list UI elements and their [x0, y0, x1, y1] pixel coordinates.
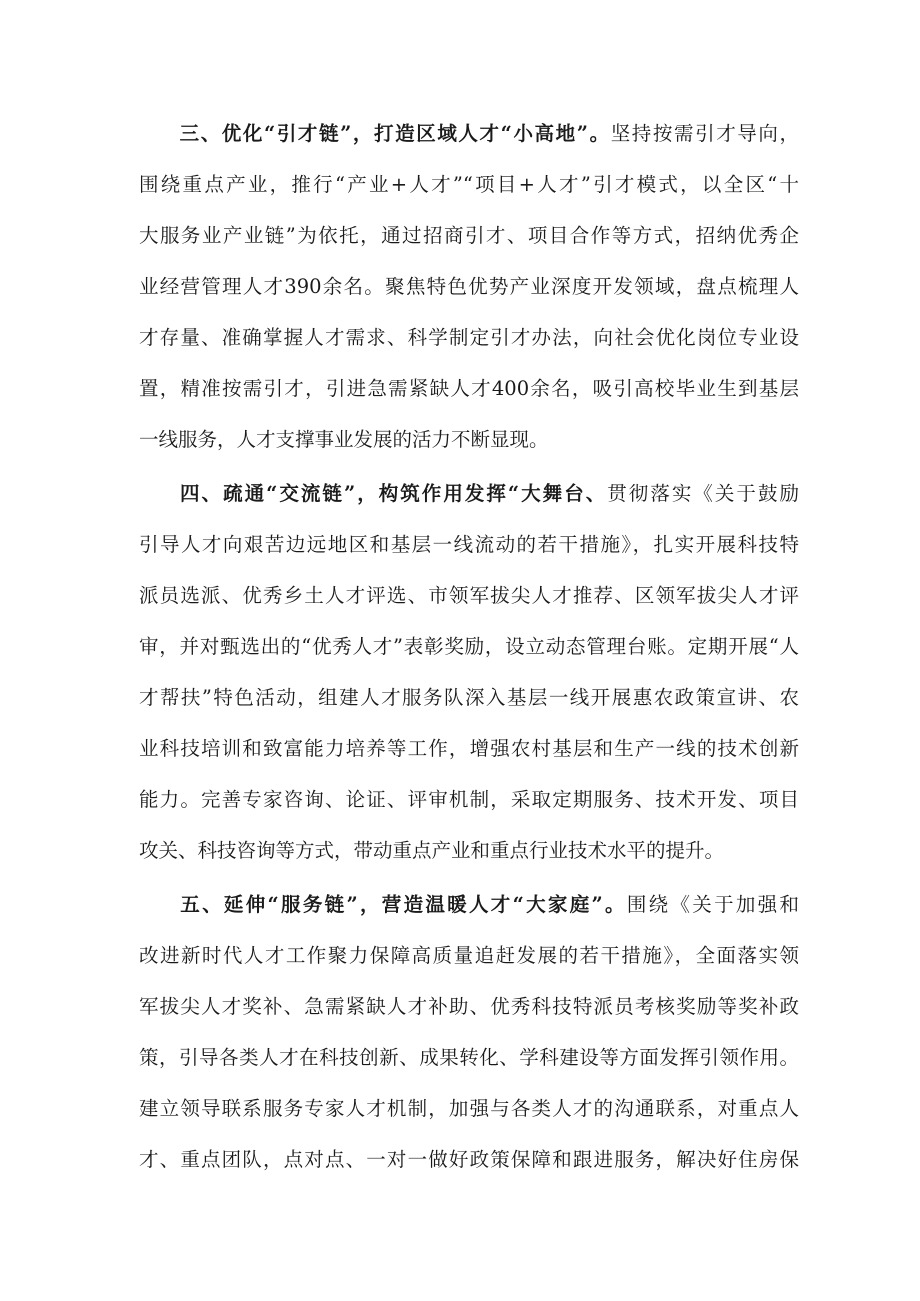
text-line: 业经营管理人才390余名。聚焦特色优势产业深度开发领域，盘点梳理人	[139, 275, 799, 298]
text-line: 建立领导联系服务专家人才机制，加强与各类人才的沟通联系，对重点人	[139, 1097, 799, 1120]
text-line: 派员选派、优秀乡土人才评选、市领军拔尖人才推荐、区领军拔尖人才评	[139, 584, 799, 607]
text-line: 军拔尖人才奖补、急需紧缺人才补助、优秀科技特派员考核奖励等奖补政	[139, 995, 799, 1018]
text-line: 贯彻落实《关于鼓励	[607, 482, 799, 505]
text-line: 策，引导各类人才在科技创新、成果转化、学科建设等方面发挥引领作用。	[139, 1046, 799, 1069]
paragraph-talent-exchange	[139, 468, 799, 876]
text-line: 才存量、准确掌握人才需求、科学制定引才办法，向社会优化岗位专业设	[139, 326, 799, 349]
paragraph-talent-service	[139, 879, 799, 1185]
text-line: 才帮扶”特色活动，组建人才服务队深入基层一线开展惠农政策宣讲、农	[139, 686, 799, 709]
text-line: 能力。完善专家咨询、论证、评审机制，采取定期服务、技术开发、项目	[139, 788, 799, 811]
paragraph-first-line	[139, 468, 799, 519]
text-line: 置，精准按需引才，引进急需紧缺人才400余名，吸引高校毕业生到基层	[139, 377, 799, 400]
text-line: 才、重点团队，点对点、一对一做好政策保障和跟进服务，解决好住房保	[139, 1148, 799, 1171]
section-heading: 四、疏通“交流链”，构筑作用发挥“大舞台、	[178, 482, 608, 505]
text-line: 改进新时代人才工作聚力保障高质量追赶发展的若干措施》，全面落实领	[139, 944, 799, 967]
text-line: 围绕重点产业，推行“产业+人才”“项目+人才”引才模式，以全区“十	[139, 173, 799, 196]
text-line: 坚持按需引才导向，	[610, 122, 799, 145]
text-line: 业科技培训和致富能力培养等工作，增强农村基层和生产一线的技术创新	[139, 737, 799, 760]
text-line: 一线服务，人才支撑事业发展的活力不断显现。	[139, 428, 549, 451]
paragraph-first-line	[139, 108, 799, 159]
text-line: 大服务业产业链”为依托，通过招商引才、项目合作等方式，招纳优秀企	[139, 224, 799, 247]
text-line: 引导人才向艰苦边远地区和基层一线流动的若干措施》，扎实开展科技特	[139, 533, 799, 556]
paragraph-first-line	[139, 879, 799, 930]
text-line: 审，并对甄选出的“优秀人才”表彰奖励，设立动态管理台账。定期开展“人	[139, 635, 799, 658]
text-line: 攻关、科技咨询等方式，带动重点产业和重点行业技术水平的提升。	[139, 839, 725, 862]
paragraph-talent-recruitment	[139, 108, 799, 465]
text-line: 围绕《关于加强和	[626, 893, 799, 916]
section-heading: 五、延伸“服务链”，营造温暖人才“大家庭”。	[178, 893, 627, 916]
section-heading: 三、优化“引才链”，打造区域人才“小高地”。	[178, 122, 611, 145]
